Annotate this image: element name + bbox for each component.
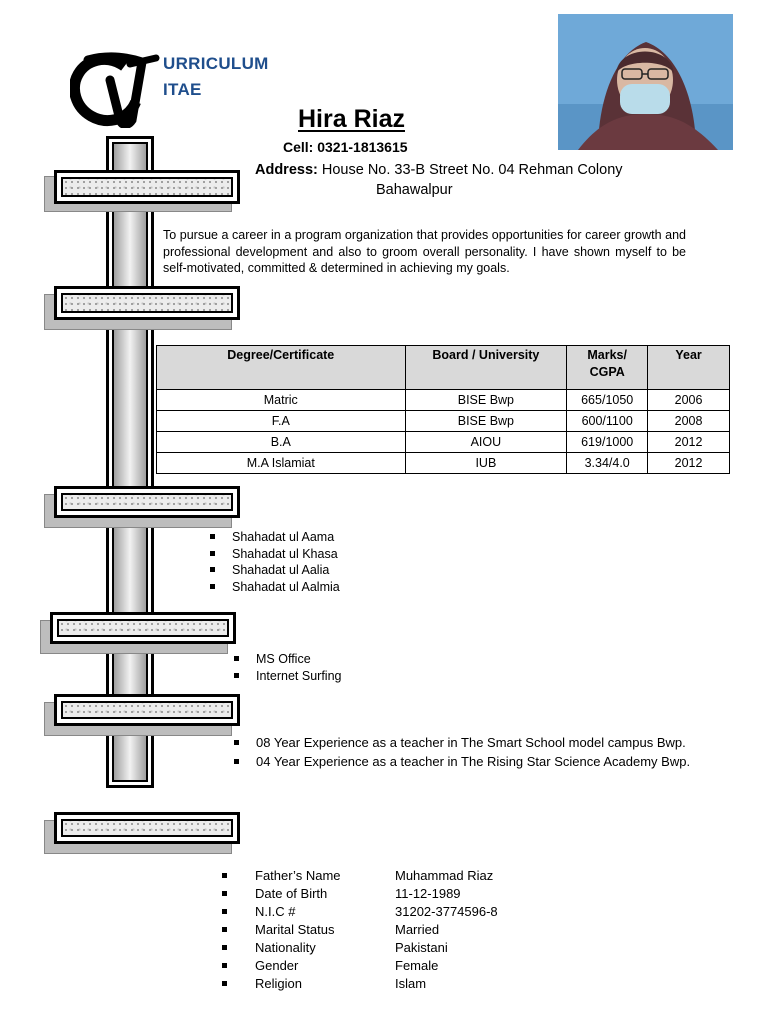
- info-label: Father’s Name: [255, 868, 341, 883]
- table-cell: 2012: [648, 432, 730, 453]
- table-cell: 3.34/4.0: [567, 453, 648, 474]
- list-item: [222, 867, 498, 885]
- info-value: 31202-3774596-8: [395, 904, 498, 919]
- table-cell: BISE Bwp: [405, 411, 567, 432]
- info-value: Muhammad Riaz: [395, 868, 494, 883]
- list-item: Shahadat ul Aalia: [210, 562, 340, 579]
- education-table: [156, 345, 730, 474]
- info-value: Married: [395, 922, 440, 937]
- table-header-cell: [567, 346, 648, 390]
- table-row: [157, 411, 730, 432]
- skills-list: [234, 651, 341, 684]
- list-item: [222, 921, 498, 939]
- section-plaque-2: [44, 286, 240, 330]
- section-plaque-5: [44, 694, 240, 736]
- list-item: Shahadat ul Khasa: [210, 546, 340, 563]
- table-row: [157, 390, 730, 411]
- info-value: 11-12-1989: [395, 886, 461, 901]
- table-cell: F.A: [157, 411, 406, 432]
- section-plaque-4: [40, 612, 236, 654]
- objective-text: To pursue a career in a program organization that provides opportunities for career growth and professional development and also to groom overall personality. I have shown myself to be self-motivated, committed & determined in achieving my goals.: [163, 228, 686, 275]
- profile-photo: [558, 14, 733, 150]
- experience-list: [234, 734, 694, 771]
- qualifications-list: [210, 529, 340, 595]
- list-item: [222, 903, 498, 921]
- list-item: MS Office: [234, 651, 341, 668]
- personal-info-list: [222, 867, 498, 993]
- list-item: Internet Surfing: [234, 668, 341, 685]
- info-label: Religion: [255, 976, 302, 991]
- table-cell: 600/1100: [567, 411, 648, 432]
- logo-text-line2: ITAE: [163, 80, 202, 99]
- info-value: Pakistani: [395, 940, 448, 955]
- table-cell: 665/1050: [567, 390, 648, 411]
- address-label: Address:: [255, 162, 318, 178]
- cell-label: Cell:: [283, 139, 314, 155]
- table-cell: IUB: [405, 453, 567, 474]
- address-block: [255, 160, 685, 200]
- table-cell: BISE Bwp: [405, 390, 567, 411]
- table-cell: 2006: [648, 390, 730, 411]
- marks-header: Marks/ CGPA: [587, 348, 627, 379]
- table-header-cell: Year: [648, 346, 730, 390]
- table-header-cell: Degree/Certificate: [157, 346, 406, 390]
- cell-line: [283, 139, 408, 155]
- list-item: 04 Year Experience as a teacher in The Rising Star Science Academy Bwp.: [234, 753, 694, 771]
- logo-text-line1: URRICULUM: [163, 54, 269, 73]
- section-plaque-1: [44, 170, 240, 212]
- info-value: Female: [395, 958, 439, 973]
- cv-monogram-icon: [70, 50, 165, 128]
- table-header-cell: Board / University: [405, 346, 567, 390]
- info-label: Date of Birth: [255, 886, 328, 901]
- table-header-row: [157, 346, 730, 390]
- info-value: Islam: [395, 976, 427, 991]
- address-line1: House No. 33-B Street No. 04 Rehman Colony: [321, 162, 623, 178]
- table-row: [157, 432, 730, 453]
- table-row: [157, 453, 730, 474]
- table-cell: 619/1000: [567, 432, 648, 453]
- table-cell: 2012: [648, 453, 730, 474]
- decorative-pillar: [106, 136, 154, 788]
- list-item: [222, 957, 498, 975]
- table-cell: B.A: [157, 432, 406, 453]
- table-cell: AIOU: [405, 432, 567, 453]
- list-item: 08 Year Experience as a teacher in The Smart School model campus Bwp.: [234, 734, 694, 752]
- info-label: Marital Status: [255, 922, 335, 937]
- list-item: [222, 939, 498, 957]
- section-plaque-6: [44, 812, 240, 854]
- list-item: Shahadat ul Aama: [210, 529, 340, 546]
- info-label: Gender: [255, 958, 299, 973]
- list-item: Shahadat ul Aalmia: [210, 579, 340, 596]
- table-cell: 2008: [648, 411, 730, 432]
- list-item: [222, 975, 498, 993]
- cell-value: 0321-1813615: [317, 139, 408, 155]
- address-line2: Bahawalpur: [376, 182, 453, 198]
- candidate-name: Hira Riaz: [298, 105, 405, 133]
- list-item: [222, 885, 498, 903]
- section-plaque-3: [44, 486, 240, 528]
- table-cell: M.A Islamiat: [157, 453, 406, 474]
- info-label: Nationality: [255, 940, 316, 955]
- info-label: N.I.C #: [255, 904, 296, 919]
- table-cell: Matric: [157, 390, 406, 411]
